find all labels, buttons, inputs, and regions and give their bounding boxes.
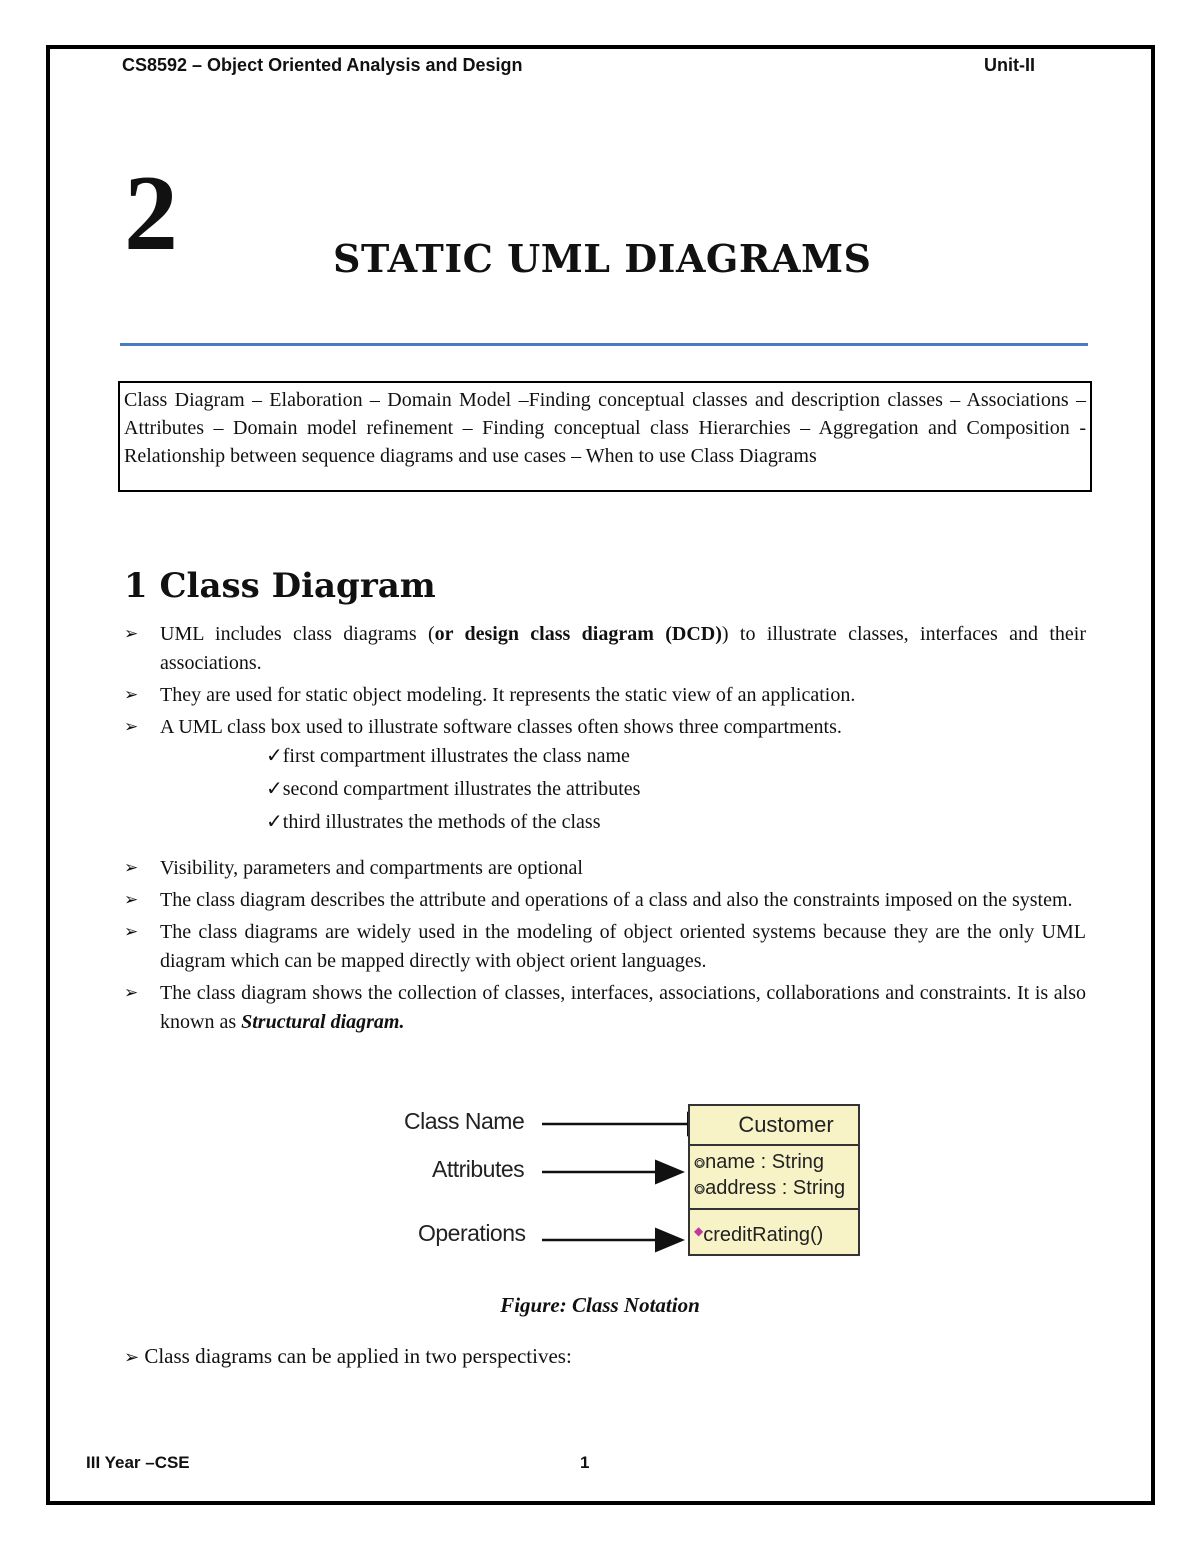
class-notation-figure [400, 1098, 870, 1268]
arrow-bullet-icon: ➢ [124, 858, 139, 878]
arrow-bullet-icon: ➢ [124, 983, 139, 1003]
label-operations: Operations [418, 1220, 526, 1246]
attribute-text: name : String [705, 1151, 825, 1173]
bullet-emph-text: Structural diagram. [241, 1011, 405, 1033]
bullet-text: The class diagram describes the attribute and operations of a class and also the constraints imposed on the system. [160, 889, 1073, 911]
class-name-compartment: Customer [690, 1106, 858, 1146]
bullet-item [124, 918, 1086, 976]
operations-compartment [690, 1210, 858, 1247]
bullet-item [124, 1344, 572, 1369]
arrow-bullet-icon: ➢ [124, 685, 139, 705]
checkmark-icon: ✓ [266, 745, 283, 767]
bullet-item [124, 979, 1086, 1037]
check-item [266, 773, 640, 806]
bullet-text: A UML class box used to illustrate software classes often shows three compartments. [160, 716, 842, 738]
section-title: 1 Class Diagram [124, 566, 436, 606]
checkmark-icon: ✓ [266, 811, 283, 833]
header-unit: Unit-II [984, 55, 1035, 75]
label-attributes: Attributes [432, 1156, 525, 1182]
label-class-name: Class Name [404, 1108, 525, 1134]
arrow-bullet-icon: ➢ [124, 1347, 140, 1368]
header-course: CS8592 – Object Oriented Analysis and Design [122, 55, 523, 75]
syllabus-box: Class Diagram – Elaboration – Domain Model –Finding conceptual classes and description classes – Associations – Attributes – Domain model refinement – Finding conceptual class Hierarchies – Aggregation and Composition -Relationship between sequence diagrams and use cases – When to use Class Diagrams [118, 381, 1092, 492]
check-item [266, 740, 640, 773]
check-list [266, 740, 640, 839]
page-number: 1 [580, 1453, 590, 1472]
attribute-visibility-icon: ⭗ [694, 1155, 706, 1171]
arrow-bullet-icon: ➢ [124, 922, 139, 942]
bullet-text: Class diagrams can be applied in two perspectives: [144, 1344, 572, 1368]
attribute-row [694, 1150, 858, 1176]
attribute-text: address : String [705, 1177, 846, 1199]
method-icon: ◆ [694, 1224, 704, 1238]
bullet-text: The class diagrams are widely used in the modeling of object oriented systems because they are the only UML diagram which can be mapped directly with object orient languages. [160, 921, 1086, 972]
check-text: third illustrates the methods of the class [282, 811, 601, 833]
bullet-item [124, 620, 1086, 678]
bullet-text: Visibility, parameters and compartments are optional [160, 857, 583, 879]
arrow-bullet-icon: ➢ [124, 624, 139, 644]
checkmark-icon: ✓ [266, 778, 283, 800]
bullet-text: They are used for static object modeling. It represents the static view of an application. [160, 684, 856, 706]
uml-class-box [688, 1104, 860, 1256]
attributes-compartment [690, 1146, 858, 1210]
bullet-item [124, 713, 1086, 742]
attribute-visibility-icon: ⭗ [694, 1181, 706, 1197]
bullet-list-top [124, 620, 1086, 745]
bullet-item [124, 854, 1086, 883]
footer-year: III Year –CSE [86, 1453, 190, 1472]
check-text: second compartment illustrates the attributes [282, 778, 641, 800]
bullet-item [124, 681, 1086, 710]
bullet-list-bottom [124, 854, 1086, 1040]
bullet-item [124, 886, 1086, 915]
attribute-row [694, 1176, 858, 1202]
bullet-text: The class diagram shows the collection of classes, interfaces, associations, collaborations and constraints. It is also known as [160, 982, 1086, 1033]
bullet-text: ) to illustrate classes, interfaces and their associations. [160, 623, 1086, 674]
figure-caption: Figure: Class Notation [500, 1293, 700, 1317]
arrow-bullet-icon: ➢ [124, 717, 139, 737]
check-text: first compartment illustrates the class name [282, 745, 630, 767]
arrow-bullet-icon: ➢ [124, 890, 139, 910]
title-rule [120, 343, 1088, 346]
check-item [266, 806, 640, 839]
bullet-bold-text: or design class diagram (DCD) [434, 623, 722, 645]
bullet-text: UML includes class diagrams ( [160, 623, 435, 645]
chapter-number: 2 [124, 154, 178, 273]
operation-text: creditRating() [703, 1224, 824, 1246]
chapter-title: STATIC UML DIAGRAMS [333, 236, 872, 281]
